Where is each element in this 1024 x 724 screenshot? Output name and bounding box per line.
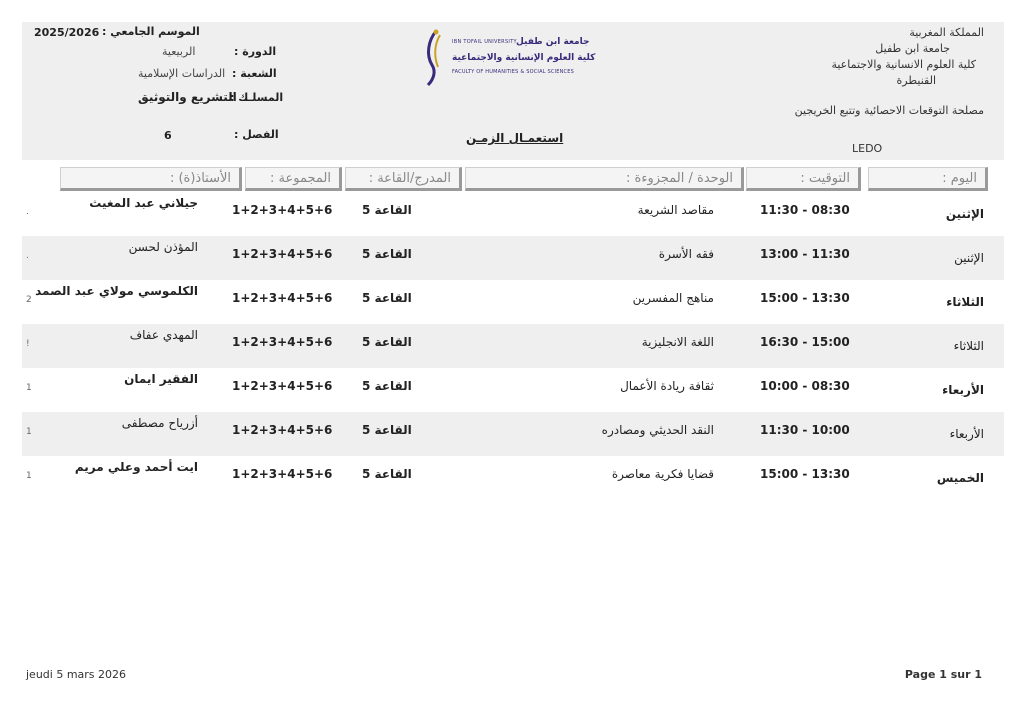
row-edge-mark: 1	[26, 471, 32, 481]
page-title: استعمـال الزمـن	[466, 131, 564, 145]
cell-group: 1+2+3+4+5+6	[232, 335, 333, 349]
table-row	[22, 412, 1004, 456]
cell-professor: الكلموسي مولاي عبد الصمد	[35, 284, 198, 298]
cell-day: الإثنين	[945, 207, 984, 221]
cell-time: 13:00 - 11:30	[760, 247, 850, 261]
cell-room: القاعة 5	[362, 203, 412, 217]
cell-time: 11:30 - 10:00	[760, 423, 850, 437]
season-value: 2025/2026	[34, 26, 100, 39]
cell-room: القاعة 5	[362, 247, 412, 261]
city-line: القنيطرة	[896, 74, 936, 87]
cell-day: الخميس	[936, 471, 984, 485]
row-edge-mark: !	[26, 339, 30, 349]
cell-group: 1+2+3+4+5+6	[232, 291, 333, 305]
cell-time: 15:00 - 13:30	[760, 467, 850, 481]
cell-group: 1+2+3+4+5+6	[232, 467, 333, 481]
column-header-professor: الأستاذ(ة) :	[60, 167, 242, 191]
cell-time: 11:30 - 08:30	[760, 203, 850, 217]
cell-group: 1+2+3+4+5+6	[232, 423, 333, 437]
branch-label: الشعبة :	[232, 67, 277, 80]
logo-arabic-line-1: جامعة ابن طفيل	[516, 37, 590, 47]
logo-arabic-line-2: كلية العلوم الإنسانية والاجتماعية	[452, 53, 596, 63]
cell-time: 10:00 - 08:30	[760, 379, 850, 393]
cell-module: ثقافة ريادة الأعمال	[620, 379, 714, 393]
cell-professor: أزرياح مصطفى	[121, 416, 198, 430]
column-header-room: المدرج/القاعة :	[345, 167, 462, 191]
branch-value: الدراسات الإسلامية	[138, 67, 226, 80]
cell-room: القاعة 5	[362, 467, 412, 481]
cell-module: النقد الحديثي ومصادره	[601, 423, 714, 437]
cell-module: مقاصد الشريعة	[637, 203, 714, 217]
cell-module: فقه الأسرة	[658, 247, 714, 261]
ledo-label: LEDO	[852, 142, 883, 155]
session-label: الدورة :	[234, 45, 277, 58]
cell-group: 1+2+3+4+5+6	[232, 379, 333, 393]
cell-room: القاعة 5	[362, 291, 412, 305]
cell-room: القاعة 5	[362, 379, 412, 393]
table-row	[22, 368, 1004, 412]
logo-english-line-2: FACULTY OF HUMANITIES & SOCIAL SCIENCES	[452, 69, 574, 75]
cell-room: القاعة 5	[362, 423, 412, 437]
column-header-module: الوحدة / المجزوءة :	[465, 167, 744, 191]
semester-label: الفصل :	[234, 128, 279, 141]
cell-group: 1+2+3+4+5+6	[232, 247, 333, 261]
row-edge-mark: 1	[26, 383, 32, 393]
cell-professor: ايت أحمد وعلي مريم	[74, 460, 198, 474]
service-line: مصلحة التوقعات الاحصائية وتتبع الخريجين	[794, 104, 984, 117]
table-row	[22, 236, 1004, 280]
footer-page-number: Page 1 sur 1	[904, 668, 982, 681]
cell-module: مناهج المفسرين	[632, 291, 714, 305]
cell-group: 1+2+3+4+5+6	[232, 203, 333, 217]
cell-day: الثلاثاء	[946, 295, 984, 309]
university-logo	[420, 27, 600, 89]
cell-professor: المهدي عفاف	[129, 328, 198, 342]
semester-value: 6	[164, 129, 172, 142]
logo-english-line-1: IBN TOFAIL UNIVERSITY	[452, 39, 517, 45]
cell-professor: جيلاني عبد المغيث	[89, 196, 198, 210]
row-edge-mark: .	[26, 207, 29, 217]
column-header-day: اليوم :	[868, 167, 988, 191]
footer-date: jeudi 5 mars 2026	[26, 668, 127, 681]
table-row	[22, 192, 1004, 236]
track-value: التشريع والتوثيق	[138, 90, 237, 104]
cell-time: 16:30 - 15:00	[760, 335, 850, 349]
column-header-group: المجموعة :	[245, 167, 342, 191]
cell-module: اللغة الانجليزية	[641, 335, 714, 349]
table-row	[22, 456, 1004, 500]
kingdom-line: المملكة المغربية	[909, 26, 984, 39]
cell-module: قضايا فكرية معاصرة	[611, 467, 714, 481]
cell-day: الأربعاء	[942, 383, 984, 397]
cell-time: 15:00 - 13:30	[760, 291, 850, 305]
cell-room: القاعة 5	[362, 335, 412, 349]
cell-day: الأربعاء	[949, 427, 984, 441]
table-row	[22, 324, 1004, 368]
column-header-time: التوقيت :	[746, 167, 861, 191]
cell-professor: الفقير ايمان	[124, 372, 198, 386]
table-row	[22, 280, 1004, 324]
row-edge-mark: .	[26, 251, 29, 261]
cell-day: الثلاثاء	[953, 339, 984, 353]
session-value: الربيعية	[162, 45, 196, 58]
cell-day: الإثنين	[954, 251, 984, 265]
row-edge-mark: 1	[26, 427, 32, 437]
track-label: المسلـك :	[230, 91, 284, 104]
row-edge-mark: 2	[26, 295, 32, 305]
university-emblem-icon	[420, 27, 450, 89]
cell-professor: المؤذن لحسن	[128, 240, 198, 254]
season-label: الموسم الجامعي :	[102, 25, 200, 38]
faculty-line: كلية العلوم الانسانية والاجتماعية	[831, 58, 976, 71]
university-line: جامعة ابن طفيل	[875, 42, 950, 55]
